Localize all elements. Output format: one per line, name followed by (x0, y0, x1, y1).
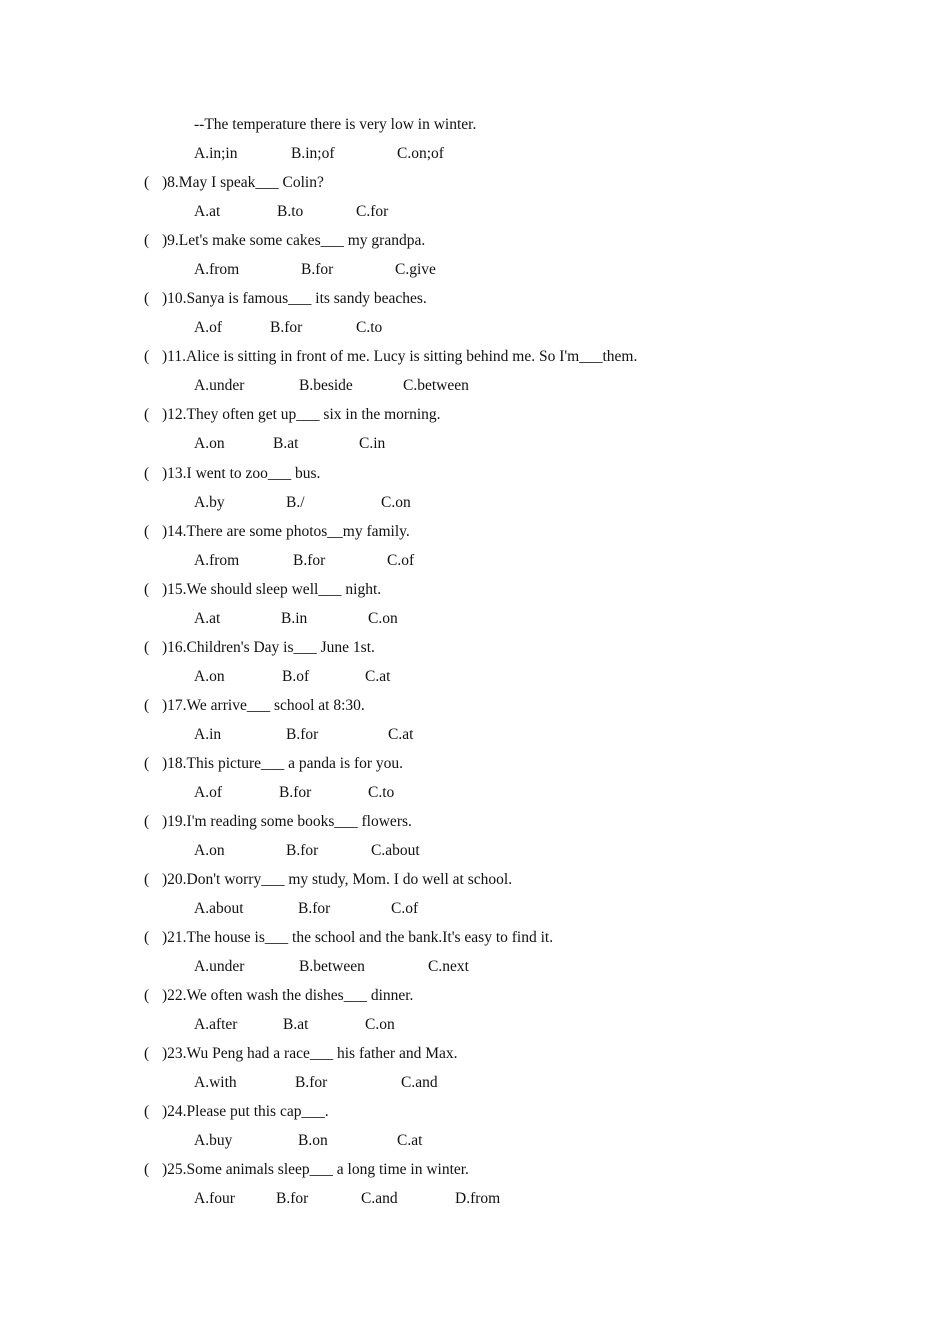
option-c: C.on (381, 494, 411, 511)
option-c: C.about (371, 842, 420, 859)
option-b: B.for (270, 319, 303, 336)
question-11: )11.Alice is sitting in front of me. Lucy is sitting behind me. So I'm___them. (162, 348, 638, 365)
answer-blank-paren: ( (144, 348, 150, 365)
option-a: A.under (194, 958, 245, 975)
option-c: C.at (397, 1132, 423, 1149)
option-c: C.of (391, 900, 419, 917)
answer-blank-paren: ( (144, 406, 150, 423)
option-b: B.for (286, 842, 319, 859)
option-b: B./ (286, 494, 305, 511)
answer-blank-paren: ( (144, 581, 150, 598)
option-c: C.to (368, 784, 395, 801)
answer-blank-paren: ( (144, 1045, 150, 1062)
answer-blank-paren: ( (144, 987, 150, 1004)
answer-blank-paren: ( (144, 813, 150, 830)
answer-blank-paren: ( (144, 697, 150, 714)
question-15: )15.We should sleep well___ night. (162, 581, 382, 598)
option-c: C.on;of (397, 145, 444, 162)
option-b: B.at (283, 1016, 309, 1033)
option-a: A.in;in (194, 145, 238, 162)
option-c: C.between (403, 377, 469, 394)
question-17: )17.We arrive___ school at 8:30. (162, 697, 365, 714)
question-21: )21.The house is___ the school and the bank.It's easy to find it. (162, 929, 554, 946)
question-23: )23.Wu Peng had a race___ his father and Max. (162, 1045, 458, 1062)
option-b: B.for (279, 784, 312, 801)
option-a: A.buy (194, 1132, 233, 1149)
question-8: )8.May I speak___ Colin? (162, 174, 324, 191)
question-10: )10.Sanya is famous___ its sandy beaches. (162, 290, 427, 307)
option-a: A.after (194, 1016, 238, 1033)
option-b: B.beside (299, 377, 353, 394)
option-b: B.for (276, 1190, 309, 1207)
option-b: B.in (281, 610, 308, 627)
option-a: A.under (194, 377, 245, 394)
option-c: C.at (388, 726, 414, 743)
option-c: C.for (356, 203, 389, 220)
question-14: )14.There are some photos__my family. (162, 523, 410, 540)
question-9: )9.Let's make some cakes___ my grandpa. (162, 232, 426, 249)
option-a: A.on (194, 842, 225, 859)
answer-blank-paren: ( (144, 232, 150, 249)
option-a: A.at (194, 203, 221, 220)
option-c: C.in (359, 435, 386, 452)
question-24: )24.Please put this cap___. (162, 1103, 329, 1120)
answer-blank-paren: ( (144, 290, 150, 307)
option-b: B.for (298, 900, 331, 917)
answer-blank-paren: ( (144, 871, 150, 888)
answer-blank-paren: ( (144, 639, 150, 656)
option-b: B.on (298, 1132, 328, 1149)
answer-blank-paren: ( (144, 1161, 150, 1178)
option-c: C.give (395, 261, 436, 278)
option-b: B.between (299, 958, 365, 975)
question-25: )25.Some animals sleep___ a long time in winter. (162, 1161, 469, 1178)
option-a: A.with (194, 1074, 237, 1091)
answer-blank-paren: ( (144, 523, 150, 540)
option-c: C.and (401, 1074, 438, 1091)
option-a: A.of (194, 784, 222, 801)
option-a: A.from (194, 552, 240, 569)
option-a: A.by (194, 494, 225, 511)
option-a: A.at (194, 610, 221, 627)
option-b: B.to (277, 203, 304, 220)
option-b: B.of (282, 668, 310, 685)
option-b: B.for (295, 1074, 328, 1091)
option-a: A.in (194, 726, 222, 743)
option-c: C.next (428, 958, 469, 975)
answer-blank-paren: ( (144, 465, 150, 482)
answer-blank-paren: ( (144, 755, 150, 772)
option-b: B.for (293, 552, 326, 569)
option-b: B.for (301, 261, 334, 278)
question-16: )16.Children's Day is___ June 1st. (162, 639, 375, 656)
option-d: D.from (455, 1190, 501, 1207)
option-a: A.four (194, 1190, 235, 1207)
question-13: )13.I went to zoo___ bus. (162, 465, 321, 482)
question-12: )12.They often get up___ six in the morning. (162, 406, 441, 423)
option-b: B.for (286, 726, 319, 743)
option-c: C.on (365, 1016, 395, 1033)
option-c: C.and (361, 1190, 398, 1207)
option-b: B.in;of (291, 145, 335, 162)
option-a: A.on (194, 668, 225, 685)
option-a: A.of (194, 319, 222, 336)
answer-blank-paren: ( (144, 1103, 150, 1120)
answer-line: --The temperature there is very low in winter. (194, 116, 477, 133)
question-18: )18.This picture___ a panda is for you. (162, 755, 404, 772)
option-c: C.at (365, 668, 391, 685)
option-a: A.on (194, 435, 225, 452)
option-c: C.on (368, 610, 398, 627)
option-a: A.from (194, 261, 240, 278)
option-b: B.at (273, 435, 299, 452)
option-c: C.of (387, 552, 415, 569)
question-19: )19.I'm reading some books___ flowers. (162, 813, 412, 830)
question-20: )20.Don't worry___ my study, Mom. I do well at school. (162, 871, 513, 888)
option-c: C.to (356, 319, 383, 336)
question-22: )22.We often wash the dishes___ dinner. (162, 987, 414, 1004)
answer-blank-paren: ( (144, 174, 150, 191)
answer-blank-paren: ( (144, 929, 150, 946)
option-a: A.about (194, 900, 244, 917)
